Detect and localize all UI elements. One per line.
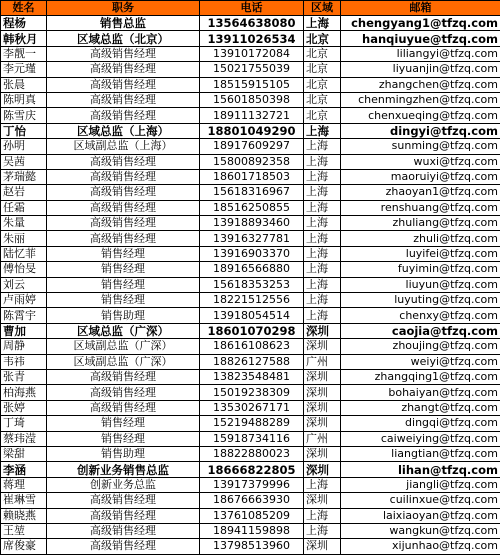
email-cell: sunming@tfzq.com — [341, 139, 500, 154]
name-cell: 丁怡 — [1, 123, 47, 138]
title-cell: 高级销售经理 — [47, 46, 200, 61]
title-cell: 销售总监 — [47, 16, 200, 31]
region-cell: 深圳 — [304, 400, 341, 415]
table-row — [1, 154, 500, 169]
phone-cell: 15618353253 — [200, 277, 304, 292]
region-cell: 北京 — [304, 92, 341, 107]
email-cell: lihan@tfzq.com — [341, 462, 500, 477]
phone-cell: 18676663930 — [200, 493, 304, 508]
phone-cell: 18941159898 — [200, 523, 304, 538]
email-cell: wangkun@tfzq.com — [341, 523, 500, 538]
email-cell: jiangli@tfzq.com — [341, 477, 500, 492]
region-cell: 北京 — [304, 77, 341, 92]
phone-cell: 18801049290 — [200, 123, 304, 138]
email-cell: wuxi@tfzq.com — [341, 154, 500, 169]
table-row — [1, 354, 500, 369]
email-cell: chenxueqing@tfzq.com — [341, 108, 500, 123]
email-cell: maoruiyi@tfzq.com — [341, 169, 500, 184]
region-cell: 广州 — [304, 354, 341, 369]
phone-cell: 13918054514 — [200, 308, 304, 323]
name-cell: 张婷 — [1, 400, 47, 415]
phone-cell: 13911026534 — [200, 31, 304, 46]
region-cell: 上海 — [304, 169, 341, 184]
phone-cell: 13910172084 — [200, 46, 304, 61]
phone-cell: 18601070298 — [200, 323, 304, 338]
title-cell: 高级销售经理 — [47, 508, 200, 523]
table-row — [1, 416, 500, 431]
email-cell: liuyun@tfzq.com — [341, 277, 500, 292]
title-cell: 高级销售经理 — [47, 92, 200, 107]
table-row — [1, 477, 500, 492]
region-cell: 上海 — [304, 231, 341, 246]
title-cell: 销售经理 — [47, 416, 200, 431]
phone-cell: 13917379996 — [200, 477, 304, 492]
table-row — [1, 293, 500, 308]
title-cell: 区域副总监（广深） — [47, 339, 200, 354]
name-cell: 张青 — [1, 369, 47, 384]
table-row — [1, 446, 500, 461]
email-cell: weiyi@tfzq.com — [341, 354, 500, 369]
title-cell: 高级销售经理 — [47, 400, 200, 415]
region-cell: 上海 — [304, 308, 341, 323]
email-cell: zhoujing@tfzq.com — [341, 339, 500, 354]
table-row — [1, 339, 500, 354]
table-row — [1, 539, 500, 554]
email-cell: zhangchen@tfzq.com — [341, 77, 500, 92]
table-row — [1, 139, 500, 154]
table-row — [1, 169, 500, 184]
table-row — [1, 369, 500, 384]
table-row — [1, 92, 500, 107]
email-cell: chengyang1@tfzq.com — [341, 16, 500, 31]
title-cell: 高级销售经理 — [47, 231, 200, 246]
email-cell: hanqiuyue@tfzq.com — [341, 31, 500, 46]
phone-cell: 15019238309 — [200, 385, 304, 400]
region-cell: 上海 — [304, 477, 341, 492]
table-row — [1, 216, 500, 231]
title-cell: 区域总监（广深） — [47, 323, 200, 338]
name-cell: 陈霄宇 — [1, 308, 47, 323]
table-row — [1, 523, 500, 538]
table-row — [1, 246, 500, 261]
table-row — [1, 108, 500, 123]
table-row — [1, 277, 500, 292]
title-cell: 销售经理 — [47, 246, 200, 261]
email-cell: liliangyi@tfzq.com — [341, 46, 500, 61]
name-cell: 刘云 — [1, 277, 47, 292]
name-cell: 韦祎 — [1, 354, 47, 369]
title-cell: 高级销售经理 — [47, 200, 200, 215]
title-cell: 高级销售经理 — [47, 493, 200, 508]
phone-cell: 13798513960 — [200, 539, 304, 554]
name-cell: 李涵 — [1, 462, 47, 477]
title-cell: 区域副总监（广深） — [47, 354, 200, 369]
phone-cell: 18916566880 — [200, 262, 304, 277]
name-cell: 赖晓燕 — [1, 508, 47, 523]
region-cell: 上海 — [304, 277, 341, 292]
region-cell: 上海 — [304, 216, 341, 231]
table-row — [1, 262, 500, 277]
region-cell: 深圳 — [304, 462, 341, 477]
phone-cell: 15601850398 — [200, 92, 304, 107]
email-cell: luyifei@tfzq.com — [341, 246, 500, 261]
title-cell: 区域总监（上海） — [47, 123, 200, 138]
email-cell: renshuang@tfzq.com — [341, 200, 500, 215]
table-row — [1, 16, 500, 31]
region-cell: 上海 — [304, 200, 341, 215]
name-cell: 王堃 — [1, 523, 47, 538]
phone-cell: 13761085209 — [200, 508, 304, 523]
phone-cell: 18911132721 — [200, 108, 304, 123]
table-row — [1, 493, 500, 508]
email-cell: fuyimin@tfzq.com — [341, 262, 500, 277]
phone-cell: 13564638080 — [200, 16, 304, 31]
title-cell: 销售助理 — [47, 446, 200, 461]
phone-cell: 18515915105 — [200, 77, 304, 92]
title-cell: 区域总监（北京） — [47, 31, 200, 46]
header-region: 区域 — [304, 1, 341, 16]
email-cell: zhuli@tfzq.com — [341, 231, 500, 246]
email-cell: chenxy@tfzq.com — [341, 308, 500, 323]
title-cell: 高级销售经理 — [47, 539, 200, 554]
table-row — [1, 231, 500, 246]
email-cell: caiweiying@tfzq.com — [341, 431, 500, 446]
phone-cell: 18826127588 — [200, 354, 304, 369]
title-cell: 高级销售经理 — [47, 385, 200, 400]
table-row — [1, 123, 500, 138]
name-cell: 茅瑞懿 — [1, 169, 47, 184]
title-cell: 高级销售经理 — [47, 108, 200, 123]
region-cell: 上海 — [304, 262, 341, 277]
name-cell: 丁琦 — [1, 416, 47, 431]
name-cell: 梁甜 — [1, 446, 47, 461]
name-cell: 卢雨婷 — [1, 293, 47, 308]
name-cell: 席俊豪 — [1, 539, 47, 554]
name-cell: 吴茜 — [1, 154, 47, 169]
table-row — [1, 62, 500, 77]
title-cell: 区域副总监（上海） — [47, 139, 200, 154]
region-cell: 深圳 — [304, 446, 341, 461]
phone-cell: 18822880023 — [200, 446, 304, 461]
title-cell: 高级销售经理 — [47, 77, 200, 92]
name-cell: 任霜 — [1, 200, 47, 215]
table-row — [1, 400, 500, 415]
table-row — [1, 508, 500, 523]
phone-cell: 15021755039 — [200, 62, 304, 77]
title-cell: 销售经理 — [47, 262, 200, 277]
title-cell: 高级销售经理 — [47, 169, 200, 184]
name-cell: 崔琳雪 — [1, 493, 47, 508]
region-cell: 北京 — [304, 108, 341, 123]
table-row — [1, 31, 500, 46]
title-cell: 销售经理 — [47, 277, 200, 292]
phone-cell: 15618316967 — [200, 185, 304, 200]
region-cell: 上海 — [304, 523, 341, 538]
phone-cell: 18917609297 — [200, 139, 304, 154]
header-name: 姓名 — [1, 1, 47, 16]
region-cell: 上海 — [304, 293, 341, 308]
region-cell: 深圳 — [304, 339, 341, 354]
email-cell: chenmingzhen@tfzq.com — [341, 92, 500, 107]
email-cell: liyuanjin@tfzq.com — [341, 62, 500, 77]
email-cell: luyuting@tfzq.com — [341, 293, 500, 308]
name-cell: 李靓一 — [1, 46, 47, 61]
name-cell: 陈明真 — [1, 92, 47, 107]
title-cell: 高级销售经理 — [47, 369, 200, 384]
name-cell: 程杨 — [1, 16, 47, 31]
name-cell: 朱量 — [1, 216, 47, 231]
title-cell: 销售经理 — [47, 431, 200, 446]
region-cell: 深圳 — [304, 323, 341, 338]
region-cell: 上海 — [304, 246, 341, 261]
phone-cell: 18616108623 — [200, 339, 304, 354]
name-cell: 曹加 — [1, 323, 47, 338]
region-cell: 深圳 — [304, 539, 341, 554]
header-email: 邮箱 — [341, 1, 500, 16]
phone-cell: 13916903370 — [200, 246, 304, 261]
phone-cell: 15918734116 — [200, 431, 304, 446]
email-cell: dingyi@tfzq.com — [341, 123, 500, 138]
header-title: 职务 — [47, 1, 200, 16]
region-cell: 深圳 — [304, 416, 341, 431]
name-cell: 蔡玮滢 — [1, 431, 47, 446]
table-row — [1, 308, 500, 323]
table-row — [1, 431, 500, 446]
region-cell: 上海 — [304, 508, 341, 523]
phone-cell: 15800892358 — [200, 154, 304, 169]
email-cell: caojia@tfzq.com — [341, 323, 500, 338]
email-cell: zhangqing1@tfzq.com — [341, 369, 500, 384]
email-cell: liangtian@tfzq.com — [341, 446, 500, 461]
title-cell: 创新业务销售总监 — [47, 462, 200, 477]
email-cell: dingqi@tfzq.com — [341, 416, 500, 431]
region-cell: 北京 — [304, 31, 341, 46]
email-cell: xijunhao@tfzq.com — [341, 539, 500, 554]
email-cell: zhaoyan1@tfzq.com — [341, 185, 500, 200]
name-cell: 孙明 — [1, 139, 47, 154]
name-cell: 朱丽 — [1, 231, 47, 246]
region-cell: 北京 — [304, 62, 341, 77]
table-row — [1, 323, 500, 338]
phone-cell: 18516250855 — [200, 200, 304, 215]
title-cell: 销售助理 — [47, 308, 200, 323]
title-cell: 创新业务总监 — [47, 477, 200, 492]
table-row — [1, 46, 500, 61]
phone-cell: 18666822805 — [200, 462, 304, 477]
phone-cell: 18601718503 — [200, 169, 304, 184]
name-cell: 傅怡旻 — [1, 262, 47, 277]
phone-cell: 13916327781 — [200, 231, 304, 246]
region-cell: 上海 — [304, 16, 341, 31]
name-cell: 赵岩 — [1, 185, 47, 200]
name-cell: 陆忆菲 — [1, 246, 47, 261]
name-cell: 韩秋月 — [1, 31, 47, 46]
title-cell: 高级销售经理 — [47, 523, 200, 538]
table-row — [1, 200, 500, 215]
name-cell: 李元瑾 — [1, 62, 47, 77]
phone-cell: 18221512556 — [200, 293, 304, 308]
title-cell: 高级销售经理 — [47, 154, 200, 169]
region-cell: 深圳 — [304, 385, 341, 400]
table-row — [1, 77, 500, 92]
region-cell: 深圳 — [304, 369, 341, 384]
header-phone: 电话 — [200, 1, 304, 16]
title-cell: 高级销售经理 — [47, 216, 200, 231]
phone-cell: 15219488289 — [200, 416, 304, 431]
region-cell: 深圳 — [304, 493, 341, 508]
email-cell: zhangt@tfzq.com — [341, 400, 500, 415]
title-cell: 高级销售经理 — [47, 185, 200, 200]
phone-cell: 13918893460 — [200, 216, 304, 231]
phone-cell: 13823548481 — [200, 369, 304, 384]
name-cell: 陈雪庆 — [1, 108, 47, 123]
name-cell: 柏海燕 — [1, 385, 47, 400]
header-row — [1, 1, 500, 16]
name-cell: 蒋理 — [1, 477, 47, 492]
email-cell: laixiaoyan@tfzq.com — [341, 508, 500, 523]
email-cell: bohaiyan@tfzq.com — [341, 385, 500, 400]
name-cell: 张晨 — [1, 77, 47, 92]
name-cell: 周静 — [1, 339, 47, 354]
table-row — [1, 462, 500, 477]
phone-cell: 13530267171 — [200, 400, 304, 415]
region-cell: 北京 — [304, 46, 341, 61]
region-cell: 广州 — [304, 431, 341, 446]
table-row — [1, 385, 500, 400]
region-cell: 上海 — [304, 185, 341, 200]
email-cell: zhuliang@tfzq.com — [341, 216, 500, 231]
title-cell: 销售经理 — [47, 293, 200, 308]
table-row — [1, 185, 500, 200]
region-cell: 上海 — [304, 123, 341, 138]
email-cell: cuilinxue@tfzq.com — [341, 493, 500, 508]
region-cell: 上海 — [304, 139, 341, 154]
region-cell: 上海 — [304, 154, 341, 169]
table-body — [1, 16, 500, 555]
title-cell: 高级销售经理 — [47, 62, 200, 77]
